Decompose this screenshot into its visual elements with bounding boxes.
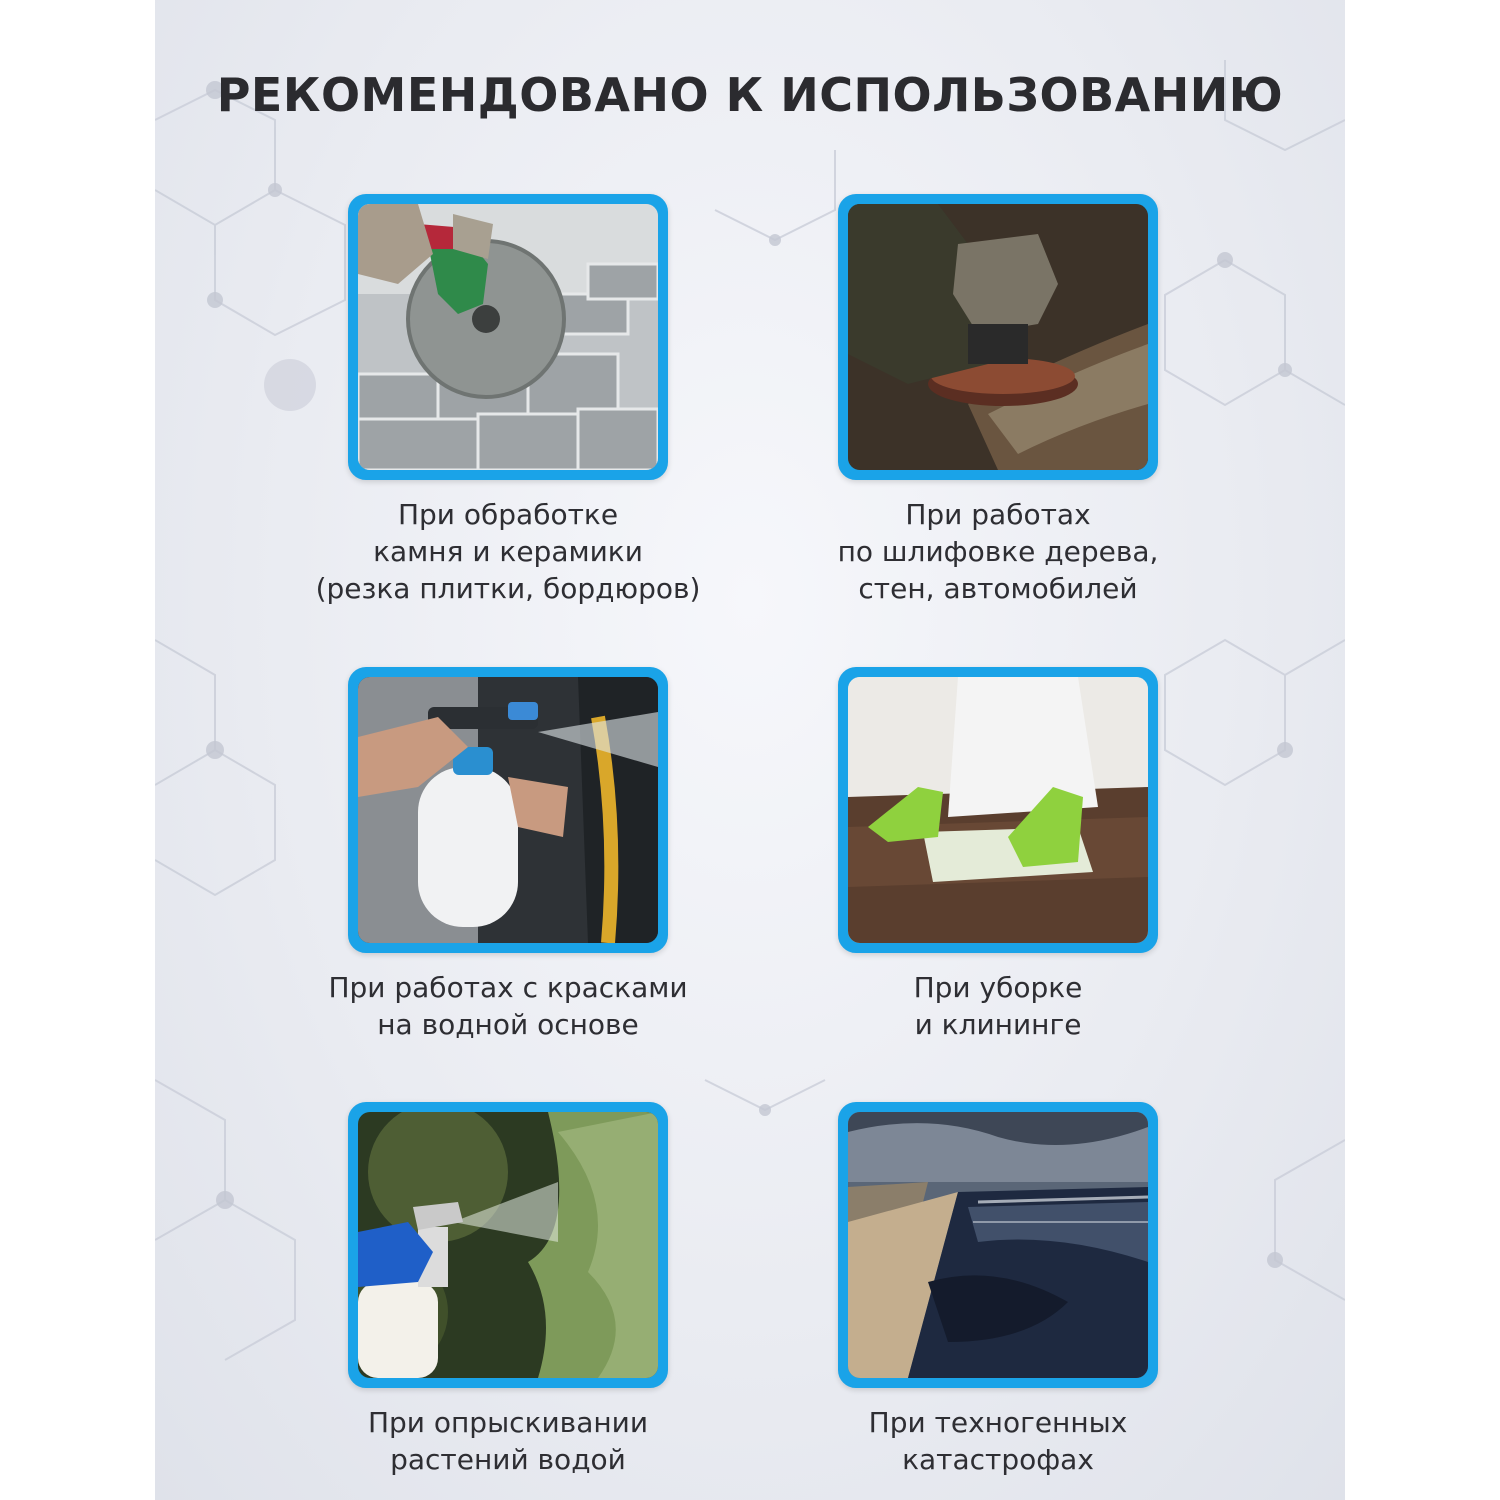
paint-sprayer-photo	[358, 677, 658, 943]
page-title: РЕКОМЕНДОВАНО К ИСПОЛЬЗОВАНИЮ	[216, 68, 1284, 122]
plant-spraying-card	[348, 1102, 668, 1388]
oil-spill-card	[838, 1102, 1158, 1388]
oil-spill-beach-photo	[848, 1112, 1148, 1378]
cleaning-card	[838, 667, 1158, 953]
paint-sprayer-card	[348, 667, 668, 953]
caption-wood-sanding: При работах по шлифовке дерева, стен, автомобилей	[837, 498, 1159, 605]
wood-sanding-card	[838, 194, 1158, 480]
molecule-network-background	[155, 0, 1345, 1500]
wood-sanding-photo	[848, 204, 1148, 470]
caption-plant-spraying: При опрыскивании растений водой	[367, 1406, 649, 1476]
caption-oil-spill: При техногенных катастрофах	[868, 1406, 1128, 1476]
caption-cleaning: При уборке и клининге	[913, 971, 1083, 1041]
cleaning-photo	[848, 677, 1148, 943]
caption-paint-sprayer: При работах с красками на водной основе	[328, 971, 688, 1041]
caption-stone-cutting: При обработке камня и керамики (резка плитки, бордюров)	[315, 498, 701, 605]
stone-cutting-card	[348, 194, 668, 480]
plant-spraying-photo	[358, 1112, 658, 1378]
content-panel	[155, 0, 1345, 1500]
stone-cutting-photo	[358, 204, 658, 470]
